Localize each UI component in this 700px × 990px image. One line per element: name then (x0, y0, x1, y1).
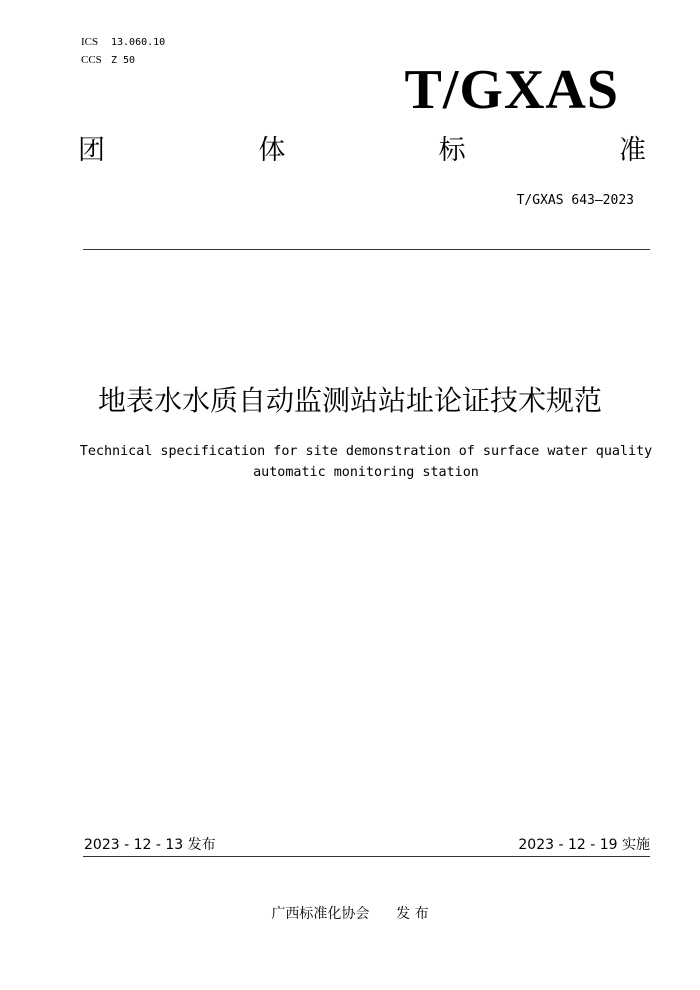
ccs-value: Z 50 (111, 55, 136, 66)
title-english-line: automatic monitoring station (253, 465, 479, 480)
standard-number: T/GXAS 643—2023 (516, 193, 634, 208)
issue-date: 2023 - 12 - 13 发布 (84, 837, 216, 853)
title-english-line: Technical specification for site demonstration of surface water quality (79, 444, 653, 459)
ics-value: 13.060.10 (111, 37, 166, 48)
ics-label: ICS (81, 36, 99, 48)
bottom-divider (83, 856, 650, 857)
ics-code (81, 35, 165, 49)
implementation-date: 2023 - 12 - 19 实施 (518, 837, 650, 853)
title-chinese: 地表水水质自动监测站站址论证技术规范 (97, 384, 602, 417)
standard-mark: T/GXAS (404, 59, 619, 121)
standard-type-char: 团 (78, 135, 105, 166)
standard-type (78, 134, 646, 168)
standard-type-char: 准 (618, 135, 646, 166)
ccs-code (81, 53, 135, 67)
title-english (66, 441, 666, 483)
publisher-action: 发 布 (396, 906, 429, 922)
standard-type-char: 体 (258, 135, 286, 166)
publisher-name: 广西标准化协会 (271, 906, 370, 922)
standard-type-char: 标 (438, 135, 466, 166)
publisher (0, 904, 700, 924)
ccs-label: CCS (81, 54, 102, 66)
top-divider (83, 249, 650, 250)
